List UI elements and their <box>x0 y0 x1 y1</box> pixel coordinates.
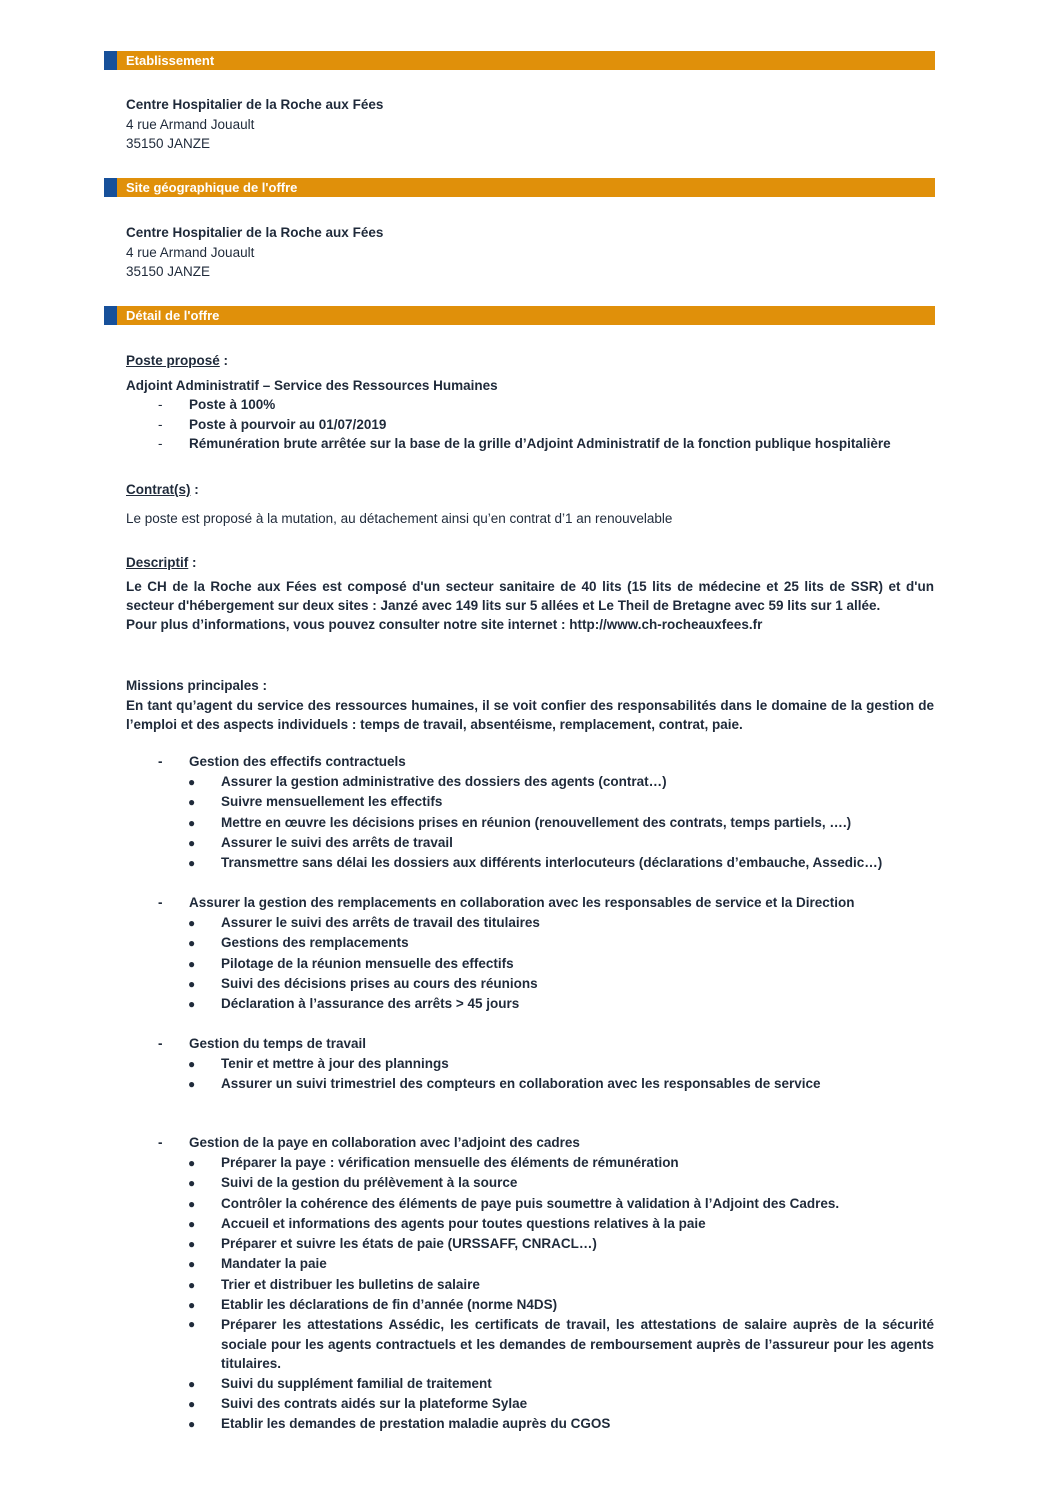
list-item: ● Assurer le suivi des arrêts de travail des titulaires <box>126 913 934 933</box>
list-item: ● Transmettre sans délai les dossiers aux différents interlocuteurs (déclarations d’embauche, Assedic…) <box>126 853 934 873</box>
bullet-icon: ● <box>188 1417 196 1432</box>
site-city: 35150 JANZE <box>126 264 211 279</box>
list-item: ● Accueil et informations des agents pour toutes questions relatives à la paie <box>126 1214 934 1234</box>
bullet-icon: ● <box>188 936 196 951</box>
list-item: ● Suivi des contrats aidés sur la plateforme Sylae <box>126 1394 934 1414</box>
mission-group-paye <box>126 1133 934 1435</box>
descriptif-block <box>126 553 934 634</box>
poste-colon: : <box>219 353 229 368</box>
list-item: - Poste à 100% <box>158 397 276 412</box>
bullet-icon: ● <box>188 1156 196 1170</box>
descriptif-label: Descriptif <box>126 555 189 570</box>
bullet-icon: ● <box>188 1057 196 1071</box>
list-item: ● Mettre en œuvre les décisions prises en réunion (renouvellement des contrats, temps partiels, ….) <box>126 813 934 833</box>
poste-block <box>126 351 934 454</box>
contrat-label: Contrat(s) <box>126 482 191 497</box>
list-item: ● Préparer et suivre les états de paie (URSSAFF, CNRACL…) <box>126 1234 934 1254</box>
site-street: 4 rue Armand Jouault <box>126 244 255 260</box>
list-item: ● Etablir les déclarations de fin d’année (norme N4DS) <box>126 1295 934 1315</box>
mission-group-remplacements <box>126 893 934 1014</box>
poste-list <box>126 395 934 454</box>
list-item: ● Préparer les attestations Assédic, les certificats de travail, les attestations de salaire auprès de la sécurité sociale pour les agents contractuels et les demandes de remboursement auprès de l’assureur pour les agents titulaires. <box>188 1317 934 1372</box>
etablissement-city: 35150 JANZE <box>126 136 211 151</box>
poste-title: Adjoint Administratif – Service des Ressources Humaines <box>126 377 498 393</box>
list-item: ● Tenir et mettre à jour des plannings <box>126 1054 934 1074</box>
bullet-icon: ● <box>188 997 196 1012</box>
list-item: ● Etablir les demandes de prestation maladie auprès du CGOS <box>126 1414 934 1434</box>
site-name: Centre Hospitalier de la Roche aux Fées <box>126 225 384 240</box>
bullet-icon: ● <box>188 1077 196 1092</box>
site-address <box>126 223 926 282</box>
bullet-icon: ● <box>188 775 196 789</box>
bullet-icon: ● <box>188 1237 196 1252</box>
section-header-etablissement: Etablissement <box>104 51 935 70</box>
list-item: - Rémunération brute arrêtée sur la base de la grille d’Adjoint Administratif de la fonction publique hospitalière <box>158 436 891 451</box>
bullet-icon: ● <box>188 815 196 830</box>
contrat-text: Le poste est proposé à la mutation, au détachement ainsi qu’en contrat d’1 an renouvelable <box>126 510 673 526</box>
descriptif-text: Le CH de la Roche aux Fées est composé d'un secteur sanitaire de 40 lits (15 lits de médecine et 25 lits de SSR) et d'un secteur d'hébergement sur deux sites : Janzé avec 149 lits sur 5 allées et Le Theil de Bretagne avec 59 lits sur 1 allée. <box>126 578 934 613</box>
bullet-icon: ● <box>188 1196 196 1211</box>
contrat-block <box>126 480 934 528</box>
list-item: - Poste à pourvoir au 01/07/2019 <box>158 416 387 432</box>
bullet-icon: ● <box>188 795 196 810</box>
bullet-icon: ● <box>188 956 196 971</box>
bullet-icon: ● <box>188 1277 196 1292</box>
bullet-icon: ● <box>188 1376 196 1391</box>
section-header-site: Site géographique de l'offre <box>104 178 935 197</box>
poste-label: Poste proposé <box>126 353 220 368</box>
list-item: ● Suivi des décisions prises au cours des réunions <box>126 974 934 994</box>
missions-block <box>126 676 934 734</box>
list-item: ● Suivre mensuellement les effectifs <box>126 792 934 812</box>
bullet-icon: ● <box>188 1298 196 1313</box>
bullet-icon: ● <box>188 916 196 930</box>
list-item: ● Pilotage de la réunion mensuelle des effectifs <box>126 954 934 974</box>
bullet-icon: ● <box>188 835 196 850</box>
list-item: ● Trier et distribuer les bulletins de salaire <box>126 1275 934 1295</box>
bullet-icon: ● <box>188 1257 196 1272</box>
list-item: ● Suivi du supplément familial de traitement <box>126 1374 934 1394</box>
etablissement-name: Centre Hospitalier de la Roche aux Fées <box>126 97 384 112</box>
mission-group-title: - Assurer la gestion des remplacements en collaboration avec les responsables de service et la Direction <box>158 895 855 910</box>
bullet-icon: ● <box>188 1176 196 1191</box>
mission-group-effectifs <box>126 752 934 873</box>
mission-group-temps-travail <box>126 1034 934 1095</box>
bullet-icon: ● <box>188 1216 196 1231</box>
mission-group-title: - Gestion du temps de travail <box>158 1036 367 1051</box>
mission-group-title: - Gestion de la paye en collaboration avec l’adjoint des cadres <box>158 1135 580 1150</box>
contrat-colon: : <box>190 482 199 497</box>
descriptif-more: Pour plus d’informations, vous pouvez consulter notre site internet : http://www.ch-rocheauxfees.fr <box>126 616 763 632</box>
list-item: ● Gestions des remplacements <box>126 933 934 953</box>
list-item: ● Contrôler la cohérence des éléments de paye puis soumettre à validation à l’Adjoint des Cadres. <box>126 1194 934 1214</box>
list-item: ● Suivi de la gestion du prélèvement à la source <box>126 1173 934 1193</box>
list-item: ● Mandater la paie <box>126 1254 934 1274</box>
list-item: ● Assurer un suivi trimestriel des compteurs en collaboration avec les responsables de service <box>126 1074 934 1094</box>
descriptif-colon: : <box>188 555 197 570</box>
bullet-icon: ● <box>188 1317 196 1332</box>
list-item: ● Assurer le suivi des arrêts de travail <box>126 833 934 853</box>
missions-label: Missions principales : <box>126 678 268 693</box>
list-item: ● Assurer la gestion administrative des dossiers des agents (contrat…) <box>126 772 934 792</box>
bullet-icon: ● <box>188 976 196 991</box>
bullet-icon: ● <box>188 1397 196 1412</box>
bullet-icon: ● <box>188 856 196 871</box>
list-item: ● Préparer la paye : vérification mensuelle des éléments de rémunération <box>126 1153 934 1173</box>
mission-group-title: - Gestion des effectifs contractuels <box>158 754 406 769</box>
list-item: ● Déclaration à l’assurance des arrêts > 45 jours <box>126 994 934 1014</box>
etablissement-street: 4 rue Armand Jouault <box>126 116 255 132</box>
etablissement-address <box>126 95 926 154</box>
section-header-detail: Détail de l'offre <box>104 306 935 325</box>
missions-intro: En tant qu’agent du service des ressources humaines, il se voit confier des responsabilités dans le domaine de la gestion de l’emploi et des aspects individuels : temps de travail, absentéisme, remplacement, contrat, paie. <box>126 697 934 732</box>
